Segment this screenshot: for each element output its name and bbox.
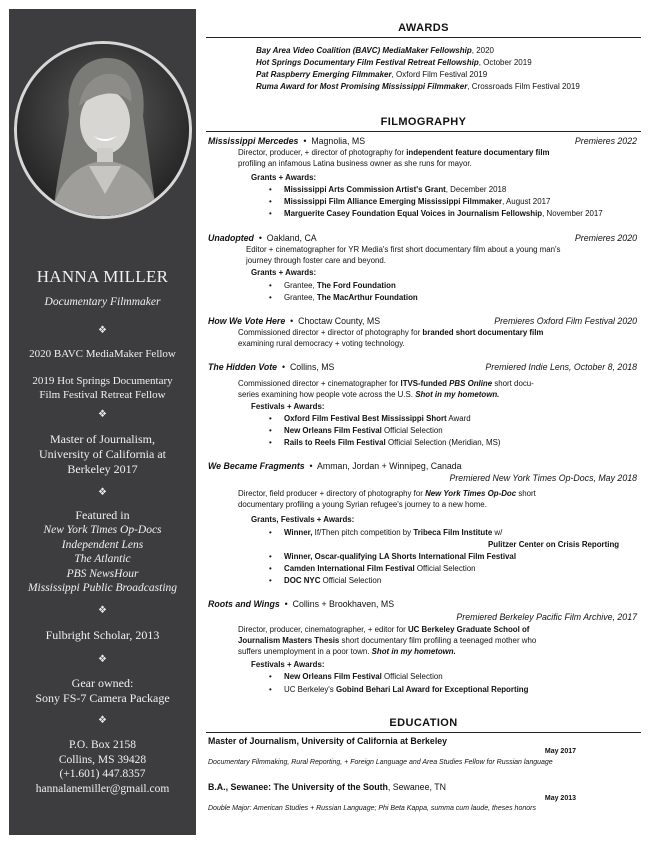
list-item: • Winner, If/Then pitch competition by Tribeca Film Institute w/	[269, 528, 503, 537]
featured-item: New York Times Op-Docs	[43, 524, 162, 536]
sidebar	[9, 9, 196, 835]
awards-rule	[206, 37, 641, 38]
education-rule	[206, 732, 641, 733]
education-degree: Master of Journalism, University of California at Berkeley	[208, 736, 448, 746]
phone: (+1.601) 447.8357	[59, 768, 146, 780]
separator-icon: ❖	[98, 487, 107, 498]
separator-icon: ❖	[98, 325, 107, 336]
portrait-illustration	[17, 44, 189, 216]
separator-icon: ❖	[98, 654, 107, 665]
portrait-photo	[14, 41, 192, 219]
sidebar-degree: Master of Journalism, University of California at Berkeley 2017	[39, 432, 166, 476]
film-premiere: Premiered Berkeley Pacific Film Archive, 2017	[456, 612, 637, 622]
film-premiere: Premiered Indie Lens, October 8, 2018	[485, 362, 637, 372]
fellowship-hot-springs: 2019 Hot Springs Documentary Film Festival Retreat Fellow	[32, 375, 173, 401]
film-subheading: Grants + Awards:	[251, 268, 317, 277]
award-item: Bay Area Video Coalition (BAVC) MediaMaker Fellowship, 2020	[256, 46, 494, 55]
contact-block	[9, 738, 196, 796]
film-premiere: Premieres 2022	[574, 136, 637, 146]
award-item: Pat Raspberry Emerging Filmmaker, Oxford Film Festival 2019	[256, 70, 488, 79]
featured-list	[9, 523, 196, 596]
email-link[interactable]: hannalanemiller@gmail.com	[35, 782, 170, 795]
film-description: Director, producer, cinematographer, + editor for UC Berkeley Graduate School of Journalism Masters Thesis short documentary film profiling a teenaged mother who suffers unemployment in a poor town. Shot in my hometown.	[238, 625, 537, 656]
education-note: Double Major: American Studies + Russian Language; Phi Beta Kappa, summa cum laude, theses honors	[208, 805, 536, 812]
list-item: • Oxford Film Festival Best Mississippi Short Award	[269, 414, 471, 423]
film-description: Director, producer, + director of photography for independent feature documentary film profiling an infamous Latina business owner as she runs for mayor.	[238, 148, 550, 168]
list-item: • Winner, Oscar-qualifying LA Shorts International Film Festival	[269, 552, 517, 561]
award-item: Ruma Award for Most Promising Mississippi Filmmaker, Crossroads Film Festival 2019	[256, 82, 580, 91]
list-item-continued: Pulitzer Center on Crisis Reporting	[488, 540, 620, 549]
award-item: Hot Springs Documentary Film Festival Retreat Fellowship, October 2019	[256, 58, 532, 67]
film-title: How We Vote Here • Choctaw County, MS	[208, 316, 381, 326]
fellowship-bavc: 2020 BAVC MediaMaker Fellow	[29, 348, 176, 360]
film-description: Director, field producer + directory of photography for New York Times Op-Doc short documentary profiling a young Syrian refugee's journey to a new home.	[238, 489, 536, 509]
list-item: • New Orleans Film Festival Official Selection	[269, 426, 443, 435]
education-date: May 2013	[544, 795, 576, 802]
education-heading: EDUCATION	[389, 717, 458, 729]
list-item: • UC Berkeley's Gobind Behari Lal Award for Exceptional Reporting	[269, 685, 529, 694]
list-item: • Camden International Film Festival Official Selection	[269, 564, 476, 573]
education-note: Documentary Filmmaking, Rural Reporting, + Foreign Language and Area Studies Fellow for Russian language	[208, 759, 553, 766]
film-title: Unadopted • Oakland, CA	[208, 233, 317, 243]
list-item: • Mississippi Arts Commission Artist's Grant, December 2018	[269, 185, 507, 194]
film-premiere: Premiered New York Times Op-Docs, May 2018	[449, 473, 637, 483]
film-title: The Hidden Vote • Collins, MS	[208, 362, 335, 372]
featured-item: PBS NewsHour	[66, 567, 139, 580]
address-line: Collins, MS 39428	[58, 753, 147, 766]
candidate-name: HANNA MILLER	[36, 267, 169, 286]
list-item: • New Orleans Film Festival Official Selection	[269, 672, 443, 681]
gear-item: Sony FS-7 Camera Package	[35, 691, 170, 705]
featured-item: Mississippi Public Broadcasting	[27, 582, 178, 594]
awards-heading: AWARDS	[398, 22, 449, 34]
featured-label: Featured in	[75, 508, 130, 522]
separator-icon: ❖	[98, 409, 107, 420]
film-premiere: Premieres 2020	[574, 233, 637, 243]
candidate-title: Documentary Filmmaker	[44, 296, 161, 308]
filmography-rule	[206, 131, 641, 132]
film-description: Editor + cinematographer for YR Media's first short documentary film about a young man's journey through foster care and beyond.	[246, 245, 561, 265]
education-degree: B.A., Sewanee: The University of the South, Sewanee, TN	[208, 782, 446, 792]
film-title: We Became Fragments • Amman, Jordan + Winnipeg, Canada	[208, 461, 462, 471]
film-subheading: Grants + Awards:	[251, 173, 317, 182]
film-premiere: Premieres Oxford Film Festival 2020	[494, 316, 637, 326]
list-item: • Grantee, The MacArthur Foundation	[269, 293, 418, 302]
film-subheading: Festivals + Awards:	[251, 660, 325, 669]
list-item: • Marguerite Casey Foundation Equal Voices in Journalism Fellowship, November 2017	[269, 209, 603, 218]
film-subheading: Grants, Festivals + Awards:	[251, 515, 355, 524]
film-title: Roots and Wings • Collins + Brookhaven, MS	[208, 599, 395, 609]
fulbright: Fulbright Scholar, 2013	[45, 628, 160, 642]
education-date: May 2017	[544, 748, 576, 755]
list-item: • Rails to Reels Film Festival Official Selection (Meridian, MS)	[269, 438, 501, 447]
film-description: Commissioned director + director of photography for branded short documentary film examining rural democracy + voting technology.	[238, 328, 544, 348]
separator-icon: ❖	[98, 715, 107, 726]
featured-item: Independent Lens	[61, 538, 144, 551]
list-item: • Grantee, The Ford Foundation	[269, 281, 396, 290]
filmography-heading: FILMOGRAPHY	[380, 116, 467, 128]
gear-label: Gear owned:	[71, 676, 134, 690]
film-description: Commissioned director + cinematographer for ITVS-funded PBS Online short docu- series examining how people vote across the U.S. Shot in my hometown.	[238, 379, 534, 399]
film-title: Mississippi Mercedes • Magnolia, MS	[208, 136, 366, 146]
list-item: • Mississippi Film Alliance Emerging Mississippi Filmmaker, August 2017	[269, 197, 551, 206]
separator-icon: ❖	[98, 605, 107, 616]
featured-item: The Atlantic	[74, 553, 131, 565]
list-item: • DOC NYC Official Selection	[269, 576, 382, 585]
film-subheading: Festivals + Awards:	[251, 402, 325, 411]
address-line: P.O. Box 2158	[68, 739, 137, 751]
